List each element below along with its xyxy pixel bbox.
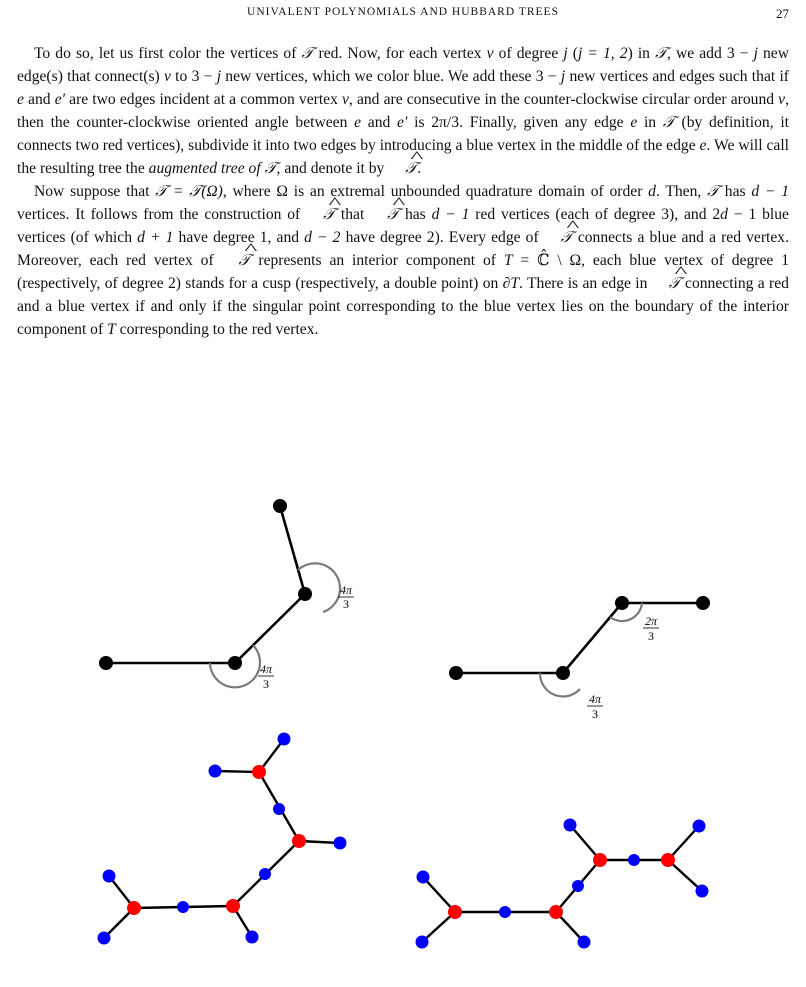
vertex-black (556, 666, 570, 680)
vertex-red (549, 905, 563, 919)
edge (563, 603, 622, 673)
vertex-blue (696, 885, 709, 898)
running-head: UNIVALENT POLYNOMIALS AND HUBBARD TREES (247, 6, 559, 18)
vertex-blue (572, 880, 584, 892)
vertex-black (298, 587, 312, 601)
vertex-blue (693, 820, 706, 833)
vertex-black (449, 666, 463, 680)
angle-label-denominator: 3 (648, 629, 654, 643)
vertex-blue (278, 733, 291, 746)
vertex-black (99, 656, 113, 670)
edge (280, 506, 305, 594)
vertex-blue (209, 765, 222, 778)
vertex-black (696, 596, 710, 610)
vertex-red (661, 853, 675, 867)
vertex-blue (98, 932, 111, 945)
vertex-black (273, 499, 287, 513)
page-number: 27 (776, 6, 789, 21)
vertex-red (593, 853, 607, 867)
tree-top-right (449, 596, 710, 721)
angle-label-denominator: 3 (263, 677, 269, 691)
vertex-blue (578, 936, 591, 949)
vertex-blue (103, 870, 116, 883)
vertex-black (615, 596, 629, 610)
angle-label-numerator: 4π (339, 583, 353, 597)
angle-label-numerator: 2π (644, 614, 658, 628)
vertex-blue (416, 936, 429, 949)
vertex-blue (564, 819, 577, 832)
vertex-blue (334, 837, 347, 850)
tree-top-left (99, 499, 354, 691)
edge (235, 594, 305, 663)
vertex-red (448, 905, 462, 919)
vertex-blue (273, 803, 285, 815)
vertex-blue (259, 868, 271, 880)
edge (423, 877, 455, 912)
paragraph-1: To do so, let us first color the vertices of 𝒯 red. Now, for each vertex v of degree j (j = 1, 2) in 𝒯, we add 3 − j new edge(s) that connect(s) v to 3 − j new vertices, which we color blue. We add these 3 − j new vertices and edges such that if e and e′ are two edges incident at a common vertex v, and are consecutive in the counter-clockwise circular order around v, then the counter-clockwise oriented angle between e and e′ is 2π/3. Finally, given any edge e in 𝒯 (by definition, it connects two red vertices), subdivide it into two edges by introducing a blue vertex in the middle of the edge e. We will call the resulting tree the augmented tree of 𝒯, and denote it by ^ 𝒯. (17, 42, 789, 180)
vertex-red (292, 834, 306, 848)
vertex-red (252, 765, 266, 779)
angle-label-denominator: 3 (592, 707, 598, 721)
angle-label-numerator: 4π (588, 692, 602, 706)
angle-label-numerator: 4π (259, 662, 273, 676)
vertex-red (127, 901, 141, 915)
vertex-blue (499, 906, 511, 918)
paragraph-2: Now suppose that 𝒯 = 𝒯(Ω), where Ω is an extremal unbounded quadrature domain of order d. Then, 𝒯 has d − 1 vertices. It follows from the construction of ^ 𝒯 that ^ 𝒯 has d − 1 red vertices (each of degree 3), and 2d − 1 blue vertices (of which d + 1 have degree 1, and d − 2 have degree 2). Every edge of ^ 𝒯 connects a blue and a red vertex. Moreover, each red vertex of ^ 𝒯 represents an interior component of T = ℂ̂ \ Ω, each blue vertex of degree 1 (respectively, of degree 2) stands for a cusp (respectively, a double point) on ∂T. There is an edge in ^ 𝒯 connecting a red and a blue vertex if and only if the singular point corresponding to the blue vertex lies on the boundary of the interior component of T corresponding to the red vertex. (17, 180, 789, 341)
vertex-blue (246, 931, 259, 944)
vertex-blue (177, 901, 189, 913)
tree-bottom-left-augmented (98, 733, 347, 945)
tree-bottom-right-augmented (416, 819, 709, 949)
angle-label-denominator: 3 (343, 597, 349, 611)
vertex-blue (628, 854, 640, 866)
vertex-blue (417, 871, 430, 884)
vertex-black (228, 656, 242, 670)
vertex-red (226, 899, 240, 913)
